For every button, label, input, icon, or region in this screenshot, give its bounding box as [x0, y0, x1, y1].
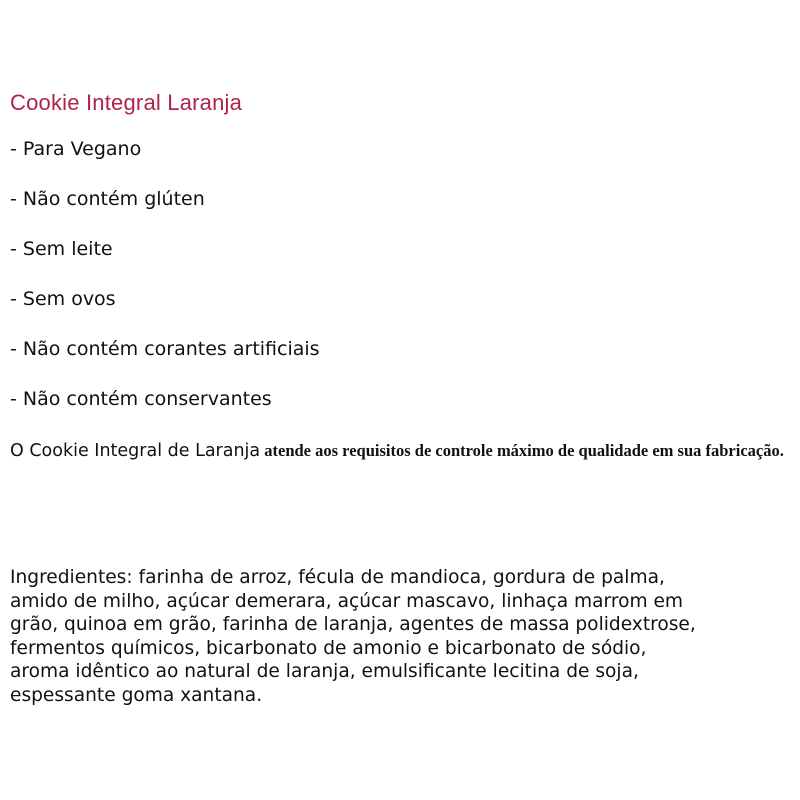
- ingredients-label: Ingredientes:: [10, 567, 133, 588]
- ingredients-block: [10, 566, 790, 707]
- ingredients-line: fermentos químicos, bicarbonato de amonio e bicarbonato de sódio,: [10, 637, 647, 659]
- ingredients-line: espessante goma xantana.: [10, 684, 263, 706]
- ingredients-line: [10, 566, 790, 590]
- feature-item: - Não contém corantes artificiais: [10, 338, 320, 360]
- statement-rest: atende aos requisitos de controle máximo de qualidade em sua fabricação.: [260, 441, 784, 460]
- ingredients-text: farinha de arroz, fécula de mandioca, gordura de palma,: [132, 567, 665, 588]
- feature-item: - Não contém conservantes: [10, 388, 272, 410]
- feature-item: - Sem ovos: [10, 288, 116, 310]
- feature-item: - Sem leite: [10, 238, 113, 260]
- feature-list: [10, 136, 320, 436]
- product-title: Cookie Integral Laranja: [10, 90, 243, 115]
- ingredients-line: grão, quinoa em grão, farinha de laranja, agentes de massa polidextrose,: [10, 614, 696, 635]
- ingredients-line: aroma idêntico ao natural de laranja, emulsificante lecitina de soja,: [10, 661, 639, 682]
- feature-item: - Para Vegano: [10, 138, 142, 160]
- statement-lead: O Cookie Integral de Laranja: [10, 441, 261, 461]
- feature-item: - Não contém glúten: [10, 188, 205, 210]
- quality-statement: [10, 436, 795, 466]
- ingredients-line: amido de milho, açúcar demerara, açúcar mascavo, linhaça marrom em: [10, 590, 684, 612]
